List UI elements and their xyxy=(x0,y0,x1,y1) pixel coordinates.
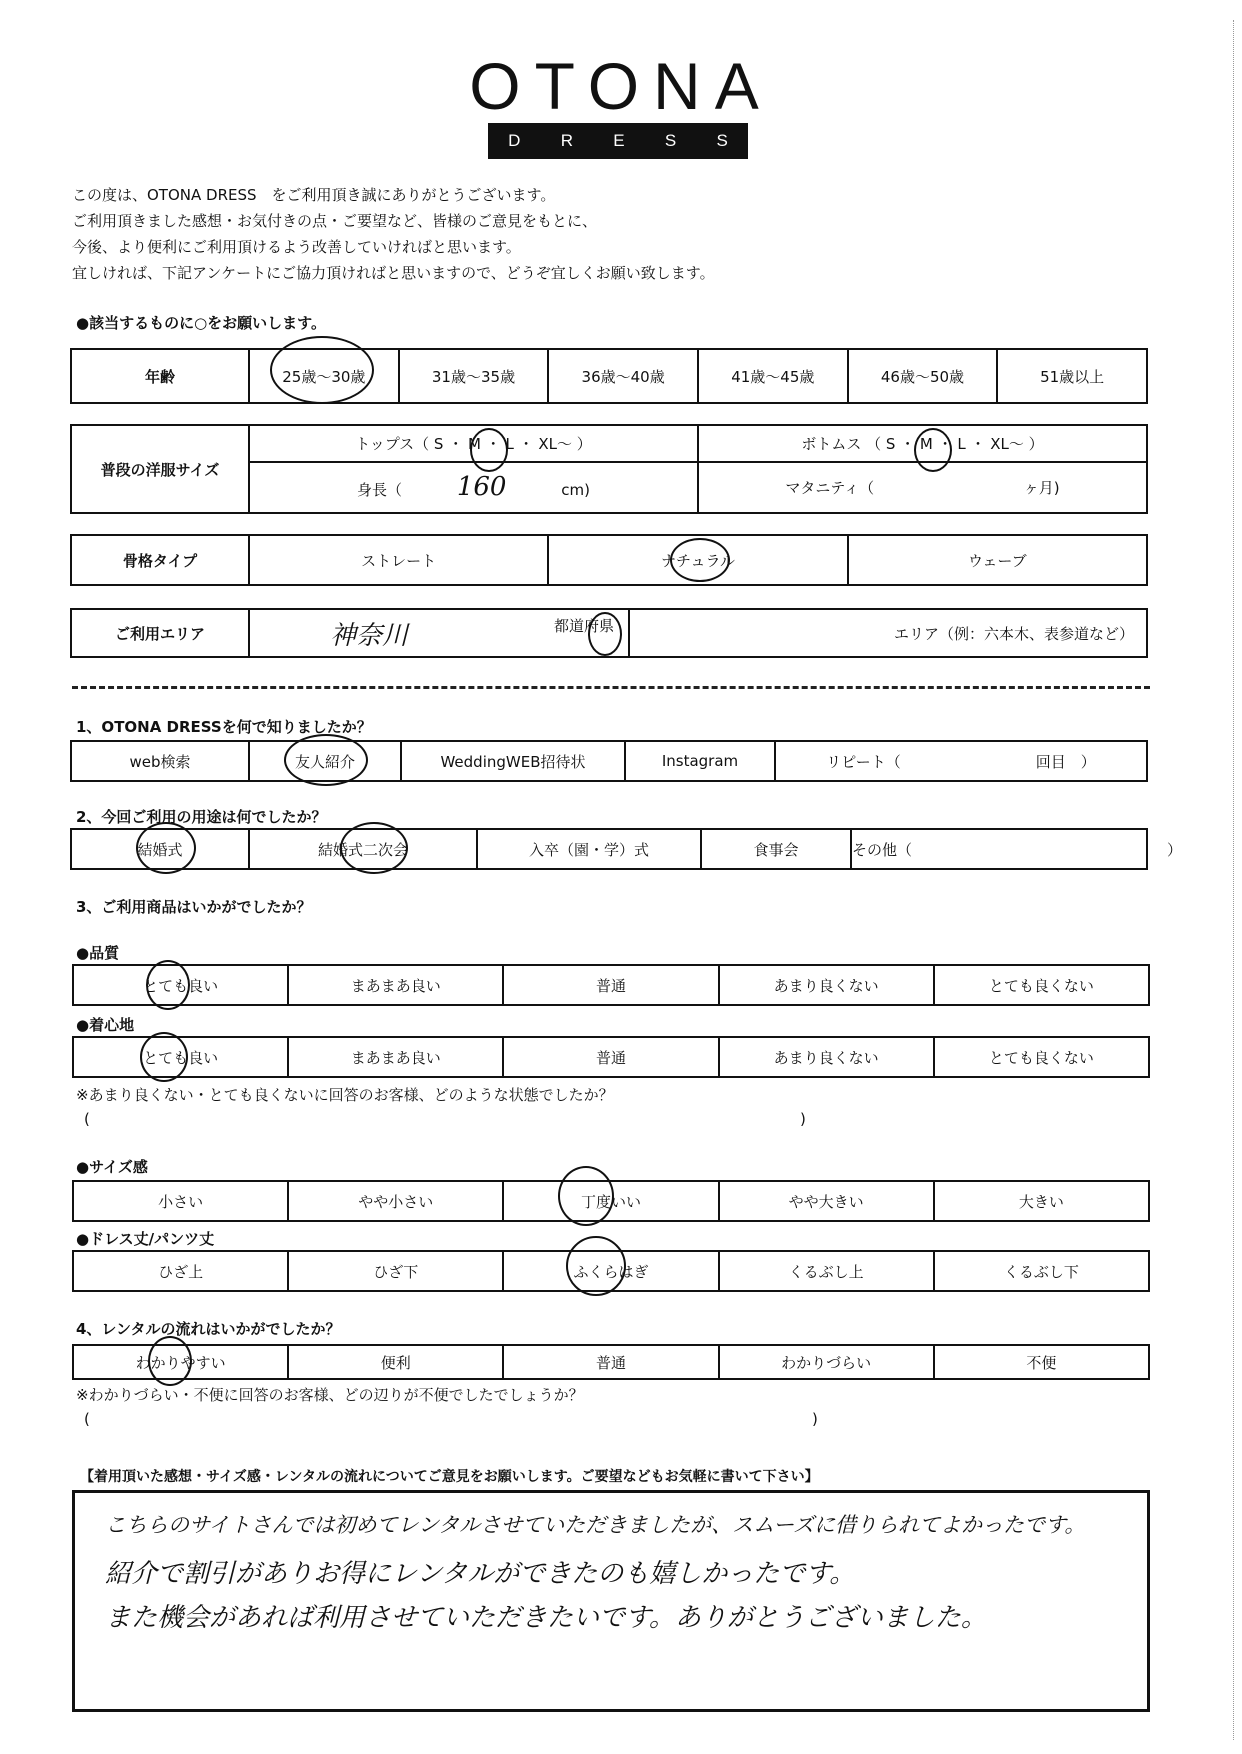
comment-line: こちらのサイトさんでは初めてレンタルさせていただきましたが、スムーズに借りられてよかったです。 xyxy=(105,1513,1086,1537)
fit-label: ●サイズ感 xyxy=(76,1158,148,1176)
age-option[interactable]: 41歳〜45歳 xyxy=(698,349,848,403)
intro-line: 今後、より便利にご利用頂けるよう改善していければと思います。 xyxy=(72,238,521,256)
fit-option[interactable]: 丁度いい xyxy=(503,1181,718,1221)
age-option[interactable]: 46歳〜50歳 xyxy=(848,349,998,403)
length-label: ●ドレス丈/パンツ丈 xyxy=(76,1230,215,1248)
q4-option[interactable]: わかりやすい xyxy=(73,1345,288,1379)
area-field[interactable]: エリア（例：六本木、表参道など） xyxy=(629,609,1147,657)
fit-option[interactable]: やや大きい xyxy=(719,1181,934,1221)
q2-option[interactable]: 結婚式二次会 xyxy=(249,829,477,869)
selection-circle xyxy=(148,1336,192,1386)
bad-note: ※あまり良くない・とても良くないに回答のお客様、どのような状態でしたか？ xyxy=(76,1086,614,1104)
selection-circle xyxy=(146,960,190,1010)
age-table xyxy=(70,348,1148,404)
paren-close: ) xyxy=(812,1410,818,1428)
maternity-unit: ヶ月) xyxy=(1023,478,1060,497)
comfort-table xyxy=(72,1036,1150,1078)
prefecture-value: 神奈川 xyxy=(330,620,409,651)
q4-table xyxy=(72,1344,1150,1380)
inconvenience-note: ※わかりづらい・不便に回答のお客様、どの辺りが不便でしたでしょうか？ xyxy=(76,1386,584,1404)
selection-circle xyxy=(670,538,730,582)
size-table xyxy=(70,424,1148,514)
selection-circle xyxy=(284,734,368,786)
logo-letter: E xyxy=(613,131,625,150)
length-option[interactable]: ひざ上 xyxy=(73,1251,288,1291)
q4-option[interactable]: 不便 xyxy=(934,1345,1149,1379)
age-option[interactable]: 51歳以上 xyxy=(997,349,1147,403)
quality-option[interactable]: とても良くない xyxy=(934,965,1149,1005)
fit-option[interactable]: やや小さい xyxy=(288,1181,503,1221)
age-option[interactable]: 31歳〜35歳 xyxy=(399,349,549,403)
selection-circle xyxy=(140,1032,188,1082)
q1-option[interactable]: WeddingWEB招待状 xyxy=(401,741,625,781)
comfort-option[interactable]: あまり良くない xyxy=(719,1037,934,1077)
q3-title: 3、ご利用商品はいかがでしたか？ xyxy=(76,898,312,916)
selection-circle xyxy=(914,428,952,472)
selection-circle xyxy=(558,1166,614,1226)
q1-option[interactable]: リピート（ 回目 ） xyxy=(775,741,1147,781)
q4-option[interactable]: 便利 xyxy=(288,1345,503,1379)
comfort-option[interactable]: とても良い xyxy=(73,1037,288,1077)
quality-option[interactable]: とても良い xyxy=(73,965,288,1005)
intro-line: ご利用頂きました感想・お気付きの点・ご要望など、皆様のご意見をもとに、 xyxy=(72,212,598,230)
intro-line: 宜しければ、下記アンケートにご協力頂ければと思いますので、どうぞ宜しくお願い致します。 xyxy=(72,264,715,282)
length-option[interactable]: ひざ下 xyxy=(288,1251,503,1291)
bone-table xyxy=(70,534,1148,586)
comment-box[interactable] xyxy=(72,1490,1150,1712)
quality-option[interactable]: 普通 xyxy=(503,965,718,1005)
age-option[interactable]: 25歳〜30歳 xyxy=(249,349,399,403)
paren-close: ) xyxy=(800,1110,806,1128)
selection-circle xyxy=(340,822,408,874)
bottoms-size-field[interactable]: ボトムス （ S ・ M ・ L ・ XL〜 ） xyxy=(698,425,1147,462)
q2-title: 2、今回ご利用の用途は何でしたか？ xyxy=(76,808,327,826)
logo-letter: D xyxy=(508,131,521,150)
quality-option[interactable]: まあまあ良い xyxy=(288,965,503,1005)
length-option[interactable]: くるぶし上 xyxy=(719,1251,934,1291)
height-field[interactable] xyxy=(249,462,698,513)
length-option[interactable]: くるぶし下 xyxy=(934,1251,1149,1291)
logo-letter: S xyxy=(664,131,677,150)
paren-open: ( xyxy=(84,1410,90,1428)
brand-logo-bar xyxy=(488,123,748,159)
selection-circle xyxy=(588,612,622,656)
intro-text xyxy=(72,182,715,286)
intro-line: この度は、OTONA DRESS をご利用頂き誠にありがとうございます。 xyxy=(72,186,556,204)
q2-option[interactable]: 食事会 xyxy=(701,829,851,869)
q1-option[interactable]: 友人紹介 xyxy=(249,741,401,781)
brand-logo-title: OTONA xyxy=(469,49,773,123)
selection-circle xyxy=(136,822,196,874)
height-unit: cm) xyxy=(561,481,590,500)
age-label: 年齢 xyxy=(71,349,249,403)
section-divider xyxy=(72,686,1150,689)
q1-option[interactable]: Instagram xyxy=(625,741,775,781)
q4-title: 4、レンタルの流れはいかがでしたか？ xyxy=(76,1320,341,1338)
q1-option[interactable]: web検索 xyxy=(71,741,249,781)
q4-option[interactable]: わかりづらい xyxy=(719,1345,934,1379)
comment-line: また機会があれば利用させていただきたいです。ありがとうございました。 xyxy=(105,1603,987,1633)
comfort-label: ●着心地 xyxy=(76,1016,135,1034)
q1-table xyxy=(70,740,1148,782)
q4-option[interactable]: 普通 xyxy=(503,1345,718,1379)
selection-circle xyxy=(566,1236,626,1296)
tops-size-field[interactable]: トップス（ S ・ M ・ L ・ XL〜 ） xyxy=(249,425,698,462)
maternity-label: マタニティ（ xyxy=(785,478,875,497)
area-label: ご利用エリア xyxy=(71,609,249,657)
q1-title: 1、OTONA DRESSを何で知りましたか？ xyxy=(76,718,372,736)
quality-option[interactable]: あまり良くない xyxy=(719,965,934,1005)
bone-option[interactable]: ナチュラル xyxy=(548,535,847,585)
quality-table xyxy=(72,964,1150,1006)
fit-option[interactable]: 大きい xyxy=(934,1181,1149,1221)
comment-line: 紹介で割引がありお得にレンタルができたのも嬉しかったです。 xyxy=(105,1559,856,1589)
height-label: 身長（ xyxy=(357,481,403,500)
logo-letter: S xyxy=(716,131,728,150)
comfort-option[interactable]: 普通 xyxy=(503,1037,718,1077)
selection-circle xyxy=(270,336,374,404)
q2-option[interactable]: その他（ ） xyxy=(851,829,1147,869)
q2-option[interactable]: 入卒（園・学）式 xyxy=(477,829,701,869)
length-option[interactable]: ふくらはぎ xyxy=(503,1251,718,1291)
maternity-field[interactable] xyxy=(698,462,1147,513)
prefecture-label: 都道府県 xyxy=(553,616,614,635)
age-option[interactable]: 36歳〜40歳 xyxy=(548,349,698,403)
q2-table xyxy=(70,828,1183,870)
paren-open: ( xyxy=(84,1110,90,1128)
q2-option[interactable]: 結婚式 xyxy=(71,829,249,869)
comfort-option[interactable]: まあまあ良い xyxy=(288,1037,503,1077)
bone-label: 骨格タイプ xyxy=(71,535,249,585)
comfort-option[interactable]: とても良くない xyxy=(934,1037,1149,1077)
selection-circle xyxy=(470,428,508,472)
prefecture-field[interactable] xyxy=(249,609,629,657)
page-edge xyxy=(1233,20,1234,1740)
size-label: 普段の洋服サイズ xyxy=(71,425,249,513)
instruction-label: ●該当するものに○をお願いします。 xyxy=(76,314,326,332)
comment-title: 【着用頂いた感想・サイズ感・レンタルの流れについてご意見をお願いします。ご要望などもお気軽に書いて下さい】 xyxy=(80,1469,819,1485)
quality-label: ●品質 xyxy=(76,944,120,962)
fit-option[interactable]: 小さい xyxy=(73,1181,288,1221)
bone-option[interactable]: ウェーブ xyxy=(848,535,1147,585)
logo-letter: R xyxy=(560,131,573,150)
height-value: 160 xyxy=(456,472,507,503)
bone-option[interactable]: ストレート xyxy=(249,535,548,585)
